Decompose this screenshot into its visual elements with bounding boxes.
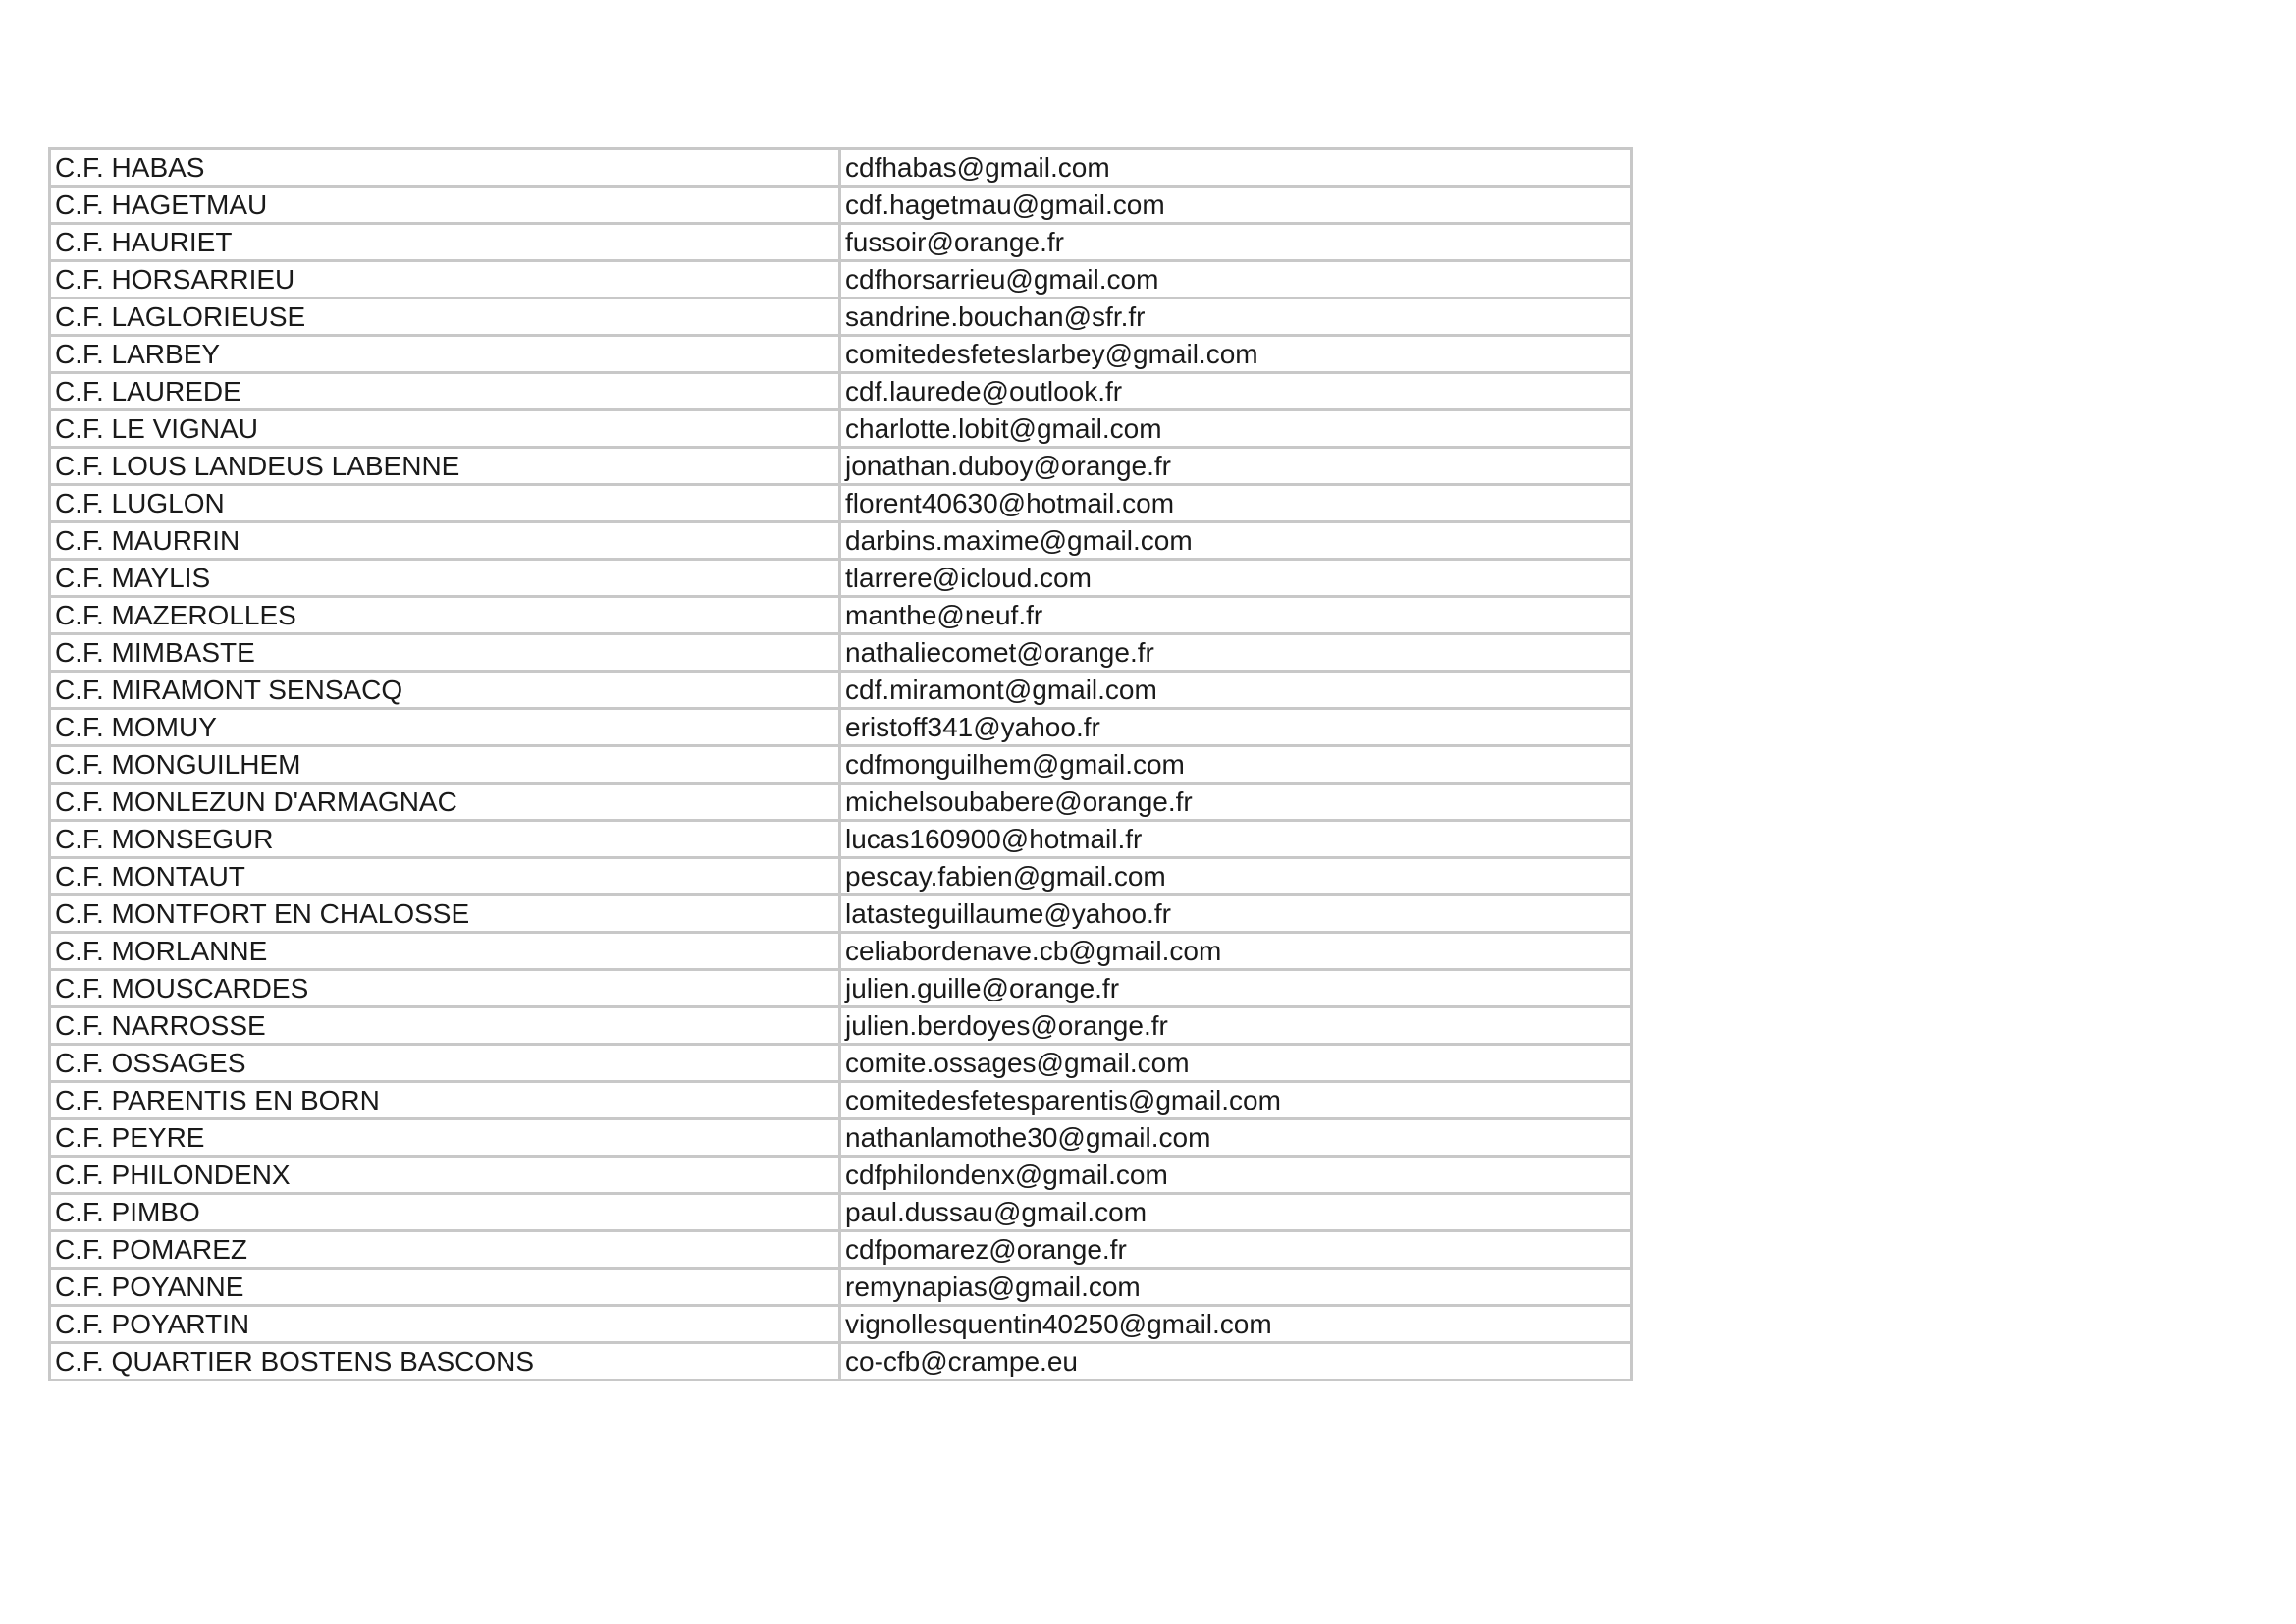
email-cell: julien.guille@orange.fr (840, 970, 1632, 1007)
committee-name-cell: C.F. MONTAUT (50, 858, 840, 895)
table-row (50, 672, 1632, 709)
email-cell: latasteguillaume@yahoo.fr (840, 895, 1632, 933)
email-cell: florent40630@hotmail.com (840, 485, 1632, 522)
table-row (50, 746, 1632, 784)
table-row (50, 709, 1632, 746)
committee-name-cell: C.F. MONSEGUR (50, 821, 840, 858)
table-row (50, 1119, 1632, 1157)
committee-name-cell: C.F. POMAREZ (50, 1231, 840, 1269)
email-cell: jonathan.duboy@orange.fr (840, 448, 1632, 485)
email-cell: cdfhorsarrieu@gmail.com (840, 261, 1632, 298)
table-row (50, 933, 1632, 970)
email-cell: sandrine.bouchan@sfr.fr (840, 298, 1632, 336)
committee-name-cell: C.F. PIMBO (50, 1194, 840, 1231)
email-cell: comitedesfeteslarbey@gmail.com (840, 336, 1632, 373)
email-cell: cdfhabas@gmail.com (840, 149, 1632, 187)
email-cell: nathanlamothe30@gmail.com (840, 1119, 1632, 1157)
email-cell: julien.berdoyes@orange.fr (840, 1007, 1632, 1045)
table-row (50, 597, 1632, 634)
email-cell: pescay.fabien@gmail.com (840, 858, 1632, 895)
committee-name-cell: C.F. NARROSSE (50, 1007, 840, 1045)
committee-name-cell: C.F. QUARTIER BOSTENS BASCONS (50, 1343, 840, 1380)
email-cell: eristoff341@yahoo.fr (840, 709, 1632, 746)
committee-name-cell: C.F. MIRAMONT SENSACQ (50, 672, 840, 709)
email-cell: cdfphilondenx@gmail.com (840, 1157, 1632, 1194)
email-cell: celiabordenave.cb@gmail.com (840, 933, 1632, 970)
committee-name-cell: C.F. LOUS LANDEUS LABENNE (50, 448, 840, 485)
committee-name-cell: C.F. MONLEZUN D'ARMAGNAC (50, 784, 840, 821)
committee-name-cell: C.F. LAGLORIEUSE (50, 298, 840, 336)
committee-name-cell: C.F. HAGETMAU (50, 187, 840, 224)
email-cell: vignollesquentin40250@gmail.com (840, 1306, 1632, 1343)
committee-name-cell: C.F. PEYRE (50, 1119, 840, 1157)
table-row (50, 895, 1632, 933)
email-cell: fussoir@orange.fr (840, 224, 1632, 261)
contacts-table (48, 147, 1633, 1381)
table-row (50, 1045, 1632, 1082)
table-row (50, 448, 1632, 485)
table-row (50, 149, 1632, 187)
email-cell: charlotte.lobit@gmail.com (840, 410, 1632, 448)
table-row (50, 821, 1632, 858)
table-row (50, 784, 1632, 821)
committee-name-cell: C.F. MIMBASTE (50, 634, 840, 672)
email-cell: cdf.laurede@outlook.fr (840, 373, 1632, 410)
email-cell: tlarrere@icloud.com (840, 560, 1632, 597)
committee-name-cell: C.F. POYANNE (50, 1269, 840, 1306)
email-cell: paul.dussau@gmail.com (840, 1194, 1632, 1231)
email-cell: cdfpomarez@orange.fr (840, 1231, 1632, 1269)
email-cell: michelsoubabere@orange.fr (840, 784, 1632, 821)
email-cell: nathaliecomet@orange.fr (840, 634, 1632, 672)
table-row (50, 1007, 1632, 1045)
email-cell: co-cfb@crampe.eu (840, 1343, 1632, 1380)
table-row (50, 858, 1632, 895)
committee-name-cell: C.F. OSSAGES (50, 1045, 840, 1082)
email-cell: cdf.miramont@gmail.com (840, 672, 1632, 709)
committee-name-cell: C.F. LARBEY (50, 336, 840, 373)
committee-name-cell: C.F. LUGLON (50, 485, 840, 522)
email-cell: darbins.maxime@gmail.com (840, 522, 1632, 560)
table-row (50, 298, 1632, 336)
email-cell: cdf.hagetmau@gmail.com (840, 187, 1632, 224)
table-row (50, 560, 1632, 597)
email-cell: lucas160900@hotmail.fr (840, 821, 1632, 858)
table-row (50, 224, 1632, 261)
committee-name-cell: C.F. MAZEROLLES (50, 597, 840, 634)
committee-name-cell: C.F. HABAS (50, 149, 840, 187)
table-row (50, 1157, 1632, 1194)
table-row (50, 1343, 1632, 1380)
email-cell: manthe@neuf.fr (840, 597, 1632, 634)
committee-name-cell: C.F. PARENTIS EN BORN (50, 1082, 840, 1119)
email-cell: comitedesfetesparentis@gmail.com (840, 1082, 1632, 1119)
committee-name-cell: C.F. LAUREDE (50, 373, 840, 410)
table-row (50, 522, 1632, 560)
committee-name-cell: C.F. MAYLIS (50, 560, 840, 597)
committee-name-cell: C.F. LE VIGNAU (50, 410, 840, 448)
table-row (50, 970, 1632, 1007)
table-row (50, 1231, 1632, 1269)
table-row (50, 187, 1632, 224)
email-cell: comite.ossages@gmail.com (840, 1045, 1632, 1082)
contacts-table-body (50, 149, 1632, 1380)
committee-name-cell: C.F. POYARTIN (50, 1306, 840, 1343)
table-row (50, 634, 1632, 672)
committee-name-cell: C.F. MAURRIN (50, 522, 840, 560)
table-row (50, 410, 1632, 448)
committee-name-cell: C.F. MOMUY (50, 709, 840, 746)
table-row (50, 1082, 1632, 1119)
committee-name-cell: C.F. HAURIET (50, 224, 840, 261)
email-cell: remynapias@gmail.com (840, 1269, 1632, 1306)
committee-name-cell: C.F. PHILONDENX (50, 1157, 840, 1194)
committee-name-cell: C.F. MORLANNE (50, 933, 840, 970)
committee-name-cell: C.F. MONTFORT EN CHALOSSE (50, 895, 840, 933)
table-row (50, 485, 1632, 522)
table-row (50, 1306, 1632, 1343)
email-cell: cdfmonguilhem@gmail.com (840, 746, 1632, 784)
table-row (50, 336, 1632, 373)
table-row (50, 1269, 1632, 1306)
committee-name-cell: C.F. HORSARRIEU (50, 261, 840, 298)
committee-name-cell: C.F. MOUSCARDES (50, 970, 840, 1007)
table-row (50, 261, 1632, 298)
table-row (50, 1194, 1632, 1231)
table-row (50, 373, 1632, 410)
committee-name-cell: C.F. MONGUILHEM (50, 746, 840, 784)
